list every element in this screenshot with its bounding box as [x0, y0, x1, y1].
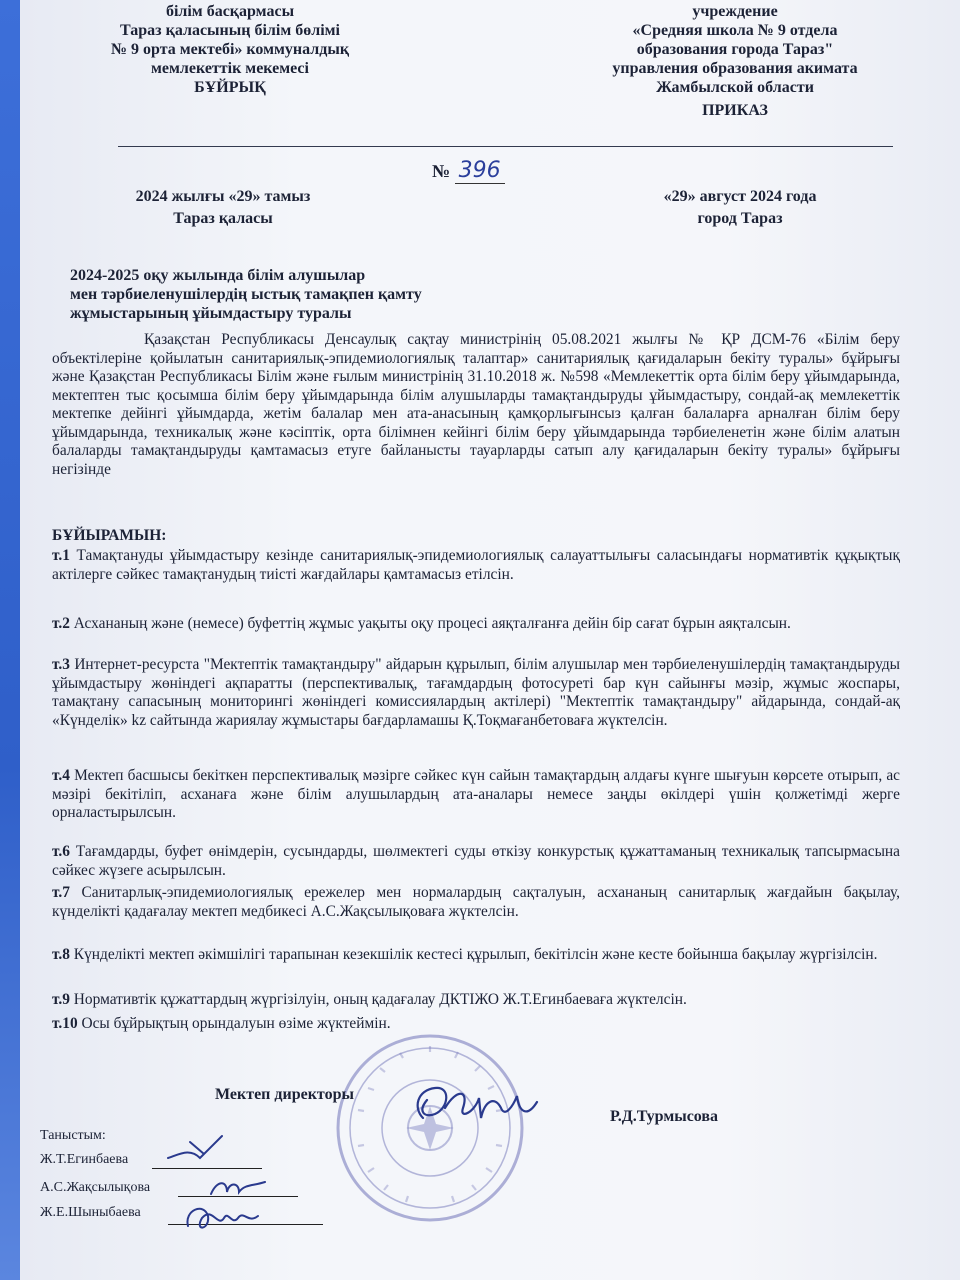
order-item-6 [52, 843, 900, 880]
director-name: Р.Д.Турмысова [610, 1108, 719, 1125]
preamble-paragraph: Қазақстан Республикасы Денсаулық сақтау министрінің 05.08.2021 жылғы № ҚР ДСМ-76 «Білім беру объектілеріне қойылатын санитариялық-эпидемиологиялық талаптар» санитариялық қағидаларын бекіту туралы» бұйрығы және Қазақстан Республикасы Білім және ғылым министрінің 31.10.2018 ж. №598 «Мемлекеттік орта білім беру ұйымдарында, мектептен тыс қосымша білім беру ұйымдарында білім алушыларды тамақтандыруды ұйымдастыру, сондай-ақ мемлекеттік мектепке дейінгі ұйымдарда, жетім балалар мен ата-анасының қамқорлығынсыз қалған балаларға арналған білім беру ұйымдарында, техникалық және кәсіптік, орта білімнен кейінгі білім беру ұйымдарында тәрбиеленетін және білім алатын балаларды тамақтандыруды қамтамасыз етуге байланысты тауарларды сатып алу қағидаларын бекіту туралы» бұйрығы негізінде [52, 331, 900, 478]
title-line: жұмыстарының ұйымдастыру туралы [70, 305, 352, 322]
acknowledgement-name: Ж.Т.Егинбаева [40, 1152, 129, 1167]
item-text: Интернет-ресурста "Мектептік тамақтандыру" айдарын құрылып, білім алушылар мен тәрбиеленушілердің тамақтандыруды ұйымдастыру жөніндегі ақпаратты (перспективалық, тағамдардың фотосуреті бар күн сайынғы мәзір, жұмыс жоспары, тамақтану сапасының мониторингі жөніндегі комиссиялардың актілері) "Мектептік тамақтандыру" айдарында, сондай-ақ «Күнделік» kz сайтында жариялау жұмыстары бағдарламашы Қ.Тоқмағанбетоваға жүктелсін. [52, 656, 900, 729]
date-ru [620, 186, 860, 230]
acknowledgement-name: А.С.Жақсылықова [40, 1180, 151, 1195]
header-ru [570, 2, 900, 120]
director-position: Мектеп директоры [215, 1086, 354, 1103]
order-title [70, 266, 422, 323]
item-text: Мектеп басшысы бекіткен перспективалық мәзірге сәйкес күн сайын тамақтардың алдағы күнге шығуын көрсете отырып, ас мәзірі бекітіліп, асханаға және білім алушылардың ата-аналары немесе заңды өкілдері үшін қолжетімді жерге орналастырылсын. [52, 767, 900, 821]
order-item-8 [52, 946, 900, 965]
header-kz-line: білім басқармасы [165, 3, 295, 20]
item-label: т.3 [52, 656, 70, 673]
order-number [432, 158, 505, 183]
header-ru-line: образования города Тараз" [636, 41, 834, 58]
item-label: т.1 [52, 547, 70, 564]
item-text: Санитарлық-эпидемиологиялық ережелер мен нормалардың сақталуын, асхананың санитарлық жағдайын бақылау, күнделікті қадағалау мектеп медбикесі А.С.Жақсылықоваға жүктелсін. [52, 884, 900, 920]
order-item-9 [52, 991, 900, 1010]
item-text: Нормативтік құжаттардың жүргізілуін, оның қадағалау ДКТІЖО Ж.Т.Егинбаеваға жүктелсін. [69, 991, 687, 1008]
sign-line [152, 1168, 262, 1169]
header-ru-line: учреждение [692, 3, 778, 20]
doc-type-ru: ПРИКАЗ [702, 102, 768, 119]
order-item-2 [52, 615, 900, 634]
background-edge [0, 0, 20, 1280]
header-kz-line: Тараз қаласының білім бөлімі [120, 22, 340, 39]
date-kz [108, 186, 338, 230]
item-label: т.6 [52, 843, 70, 860]
item-text: Асхананың және (немесе) буфеттің жұмыс уақыты оқу процесі аяқталғанға дейін бір сағат бұрын аяқталсын. [69, 615, 791, 632]
order-item-7 [52, 884, 900, 921]
order-word: БҰЙЫРАМЫН: [52, 527, 167, 544]
title-line: 2024-2025 оқу жылында білім алушылар [70, 267, 366, 284]
item-label: т.7 [52, 884, 70, 901]
header-kz [80, 2, 380, 97]
item-label: т.8 [52, 946, 70, 963]
item-label: т.9 [52, 991, 70, 1008]
order-number-prefix: № [432, 161, 451, 181]
item-label: т.2 [52, 615, 70, 632]
header-ru-line: Жамбылской области [656, 79, 814, 96]
date-kz-date: 2024 жылғы «29» тамыз [135, 188, 311, 205]
item-text: Тағамдарды, буфет өнімдерін, сусындарды, шөлмектегі суды өткізу конкурстық құжаттаманың техникалық тапсырмасына сәйкес жүзеге асырылсын. [52, 843, 900, 879]
item-label: т.10 [52, 1015, 78, 1032]
header-ru-line: управления образования акимата [612, 60, 858, 77]
director-signature [405, 1078, 545, 1136]
date-ru-city: город Тараз [697, 210, 783, 227]
order-number-value: 396 [455, 158, 505, 184]
order-item-4 [52, 767, 900, 823]
item-text: Осы бұйрықтың орындалуын өзіме жүктеймін. [77, 1015, 391, 1032]
item-text: Тамақтануды ұйымдастыру кезінде санитариялық-эпидемиологиялық салауаттылығы саласындағы нормативтік құқықтық актілерге сәйкес тамақтанудың тиісті жағдайлары қамтамасыз етілсін. [52, 547, 900, 583]
date-ru-date: «29» август 2024 года [663, 188, 817, 205]
order-item-1 [52, 547, 900, 584]
item-text: Күнделікті мектеп әкімшілігі тарапынан кезекшілік кестесі құрылып, бекітілсін және кесте бойынша бақылау жүргізілсін. [69, 946, 878, 963]
item-label: т.4 [52, 767, 70, 784]
order-item-3 [52, 656, 900, 730]
doc-type-kz: БҰЙРЫҚ [194, 79, 266, 96]
acknowledgement-heading: Таныстым: [40, 1128, 106, 1143]
date-kz-city: Тараз қаласы [173, 210, 273, 227]
header-ru-line: «Средняя школа № 9 отдела [632, 22, 838, 39]
header-divider [118, 146, 893, 147]
acknowledgement-name: Ж.Е.Шыныбаева [40, 1205, 141, 1220]
signature-egin [160, 1128, 240, 1168]
title-line: мен тәрбиеленушілердің ыстық тамақпен қамту [70, 286, 422, 303]
header-kz-line: № 9 орта мектебі» коммуналдық [110, 41, 350, 58]
header-kz-line: мемлекеттік мекемесі [151, 60, 309, 77]
signature-shynybaeva [178, 1196, 268, 1238]
